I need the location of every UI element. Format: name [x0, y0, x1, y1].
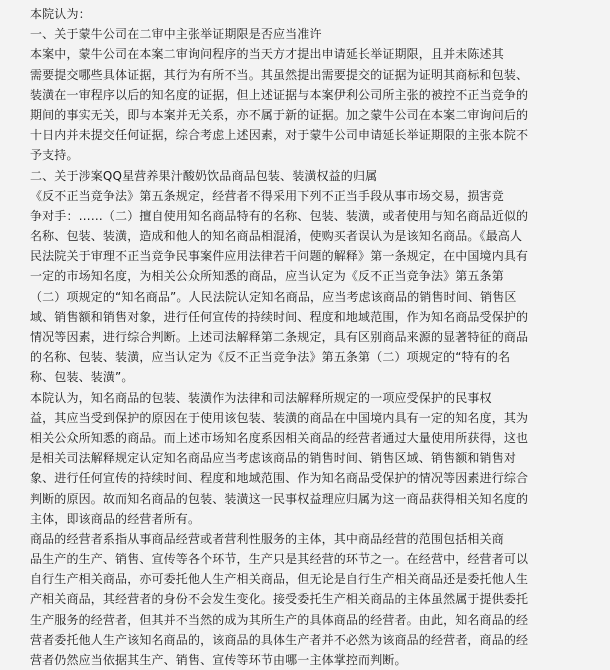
text-line: 域、销售额和销售对象，进行任何宣传的持续时间、程度和地域范围，作为知名商品受保护的 — [30, 309, 529, 324]
text-line: 品生产的生产、销售、宣传等各个环节，生产只是其经营的环节之一。在经营中，经营者可以 — [30, 552, 529, 567]
section-heading: 二、关于涉案QQ星营养果汁酸奶饮品商品包装、装潢权益的归属 — [30, 168, 378, 183]
text-line: 情况等因素，进行综合判断。上述司法解释第二条规定，具有区别商品来源的显著特征的商品 — [30, 330, 529, 344]
text-line: 一定的市场知名度，为相关公众所知悉的商品，应当认定为《反不正当竞争法》第五条第 — [30, 269, 504, 284]
section-heading: 一、关于蒙牛公司在二审中主张举证期限是否应当准许 — [30, 27, 322, 42]
text-line: 益，其应当受到保护的原因在于使用该包装、装潢的商品在中国境内具有一定的知名度，其为 — [30, 410, 529, 425]
text-line: 商品的经营者系指从事商品经营或者营利性服务的主体，其中商品经营的范围包括相关商 — [30, 531, 504, 546]
text-line: 予支持。 — [30, 148, 79, 163]
text-line: 相关公众所知悉的商品。而上述市场知名度系因相关商品的经营者通过大量使用所获得，这也 — [30, 430, 529, 445]
text-line: 《反不正当竞争法》第五条规定，经营者不得采用下列不正当手段从事市场交易，损害竞 — [30, 188, 504, 203]
text-line: 产相关商品，其经营者的身份不会发生变化。接受委托生产相关商品的主体虽然属于提供委托 — [30, 592, 529, 607]
text-line: 本案中，蒙牛公司在本案二审询问程序的当天方才提出申请延长举证期限，且并未陈述其 — [30, 47, 504, 62]
text-line: 名称、包装、装潢，造成和他人的知名商品相混淆，使购买者误认为是该知名商品。《最高人 — [30, 229, 523, 244]
text-line: 生产服务的经营者，但其并不当然的成为其所生产的具体商品的经营者。由此，知名商品的经 — [30, 612, 529, 627]
text-line: 期间的事实无关，即与本案并无关系，亦不属于新的证据。加之蒙牛公司在本案二审询问后的 — [30, 107, 529, 122]
text-line: 是相关司法解释规定认定知名商品应当考虑该商品的销售时间、销售区域、销售额和销售对 — [30, 451, 517, 466]
text-line: 判断的原因。故而知名商品的包装、装潢这一民事权益理应归属为这一商品获得相关知名度的 — [30, 491, 529, 506]
text-line: 需要提交哪些具体证据，其行为有所不当。其虽然提出需要提交的证据为证明其商标和包装、 — [30, 67, 529, 82]
text-line: 十日内并未提交任何证据，综合考虑上述因素，对于蒙牛公司申请延长举证期限的主张本院不 — [30, 128, 529, 143]
text-line: 营者委托他人生产该知名商品的，该商品的具体生产者并不必然为该商品的经营者，商品的经 — [30, 632, 529, 647]
text-line: 主体，即该商品的经营者所有。 — [30, 511, 201, 526]
text-line: 称、包装、装潢”。 — [30, 370, 134, 385]
text-line: 的名称、包装、装潢，应当认定为《反不正当竞争法》第五条第（二）项规定的“特有的名 — [30, 350, 511, 365]
text-line: 本院认为： — [30, 7, 91, 21]
text-line: 装潢在一审程序以后的知名度的证据，但上述证据与本案伊利公司所主张的被控不正当竞争的 — [30, 87, 529, 102]
text-line: 民法院关于审理不正当竞争民事案件应用法律若干问题的解释》第一条规定，在中国境内具有 — [30, 249, 529, 264]
text-line: （二）项规定的“知名商品”。人民法院认定知名商品，应当考虑该商品的销售时间、销售区 — [30, 289, 517, 304]
text-line: 本院认为，知名商品的包装、装潢作为法律和司法解释所规定的一项应受保护的民事权 — [30, 390, 492, 405]
text-line: 争对手：……（二）擅自使用知名商品特有的名称、包装、装潢，或者使用与知名商品近似的 — [30, 208, 529, 223]
text-line: 象、进行任何宣传的持续时间、程度和地域范围、作为知名商品受保护的情况等因素进行综合 — [30, 471, 529, 486]
text-line: 营者仍然应当依据其生产、销售、宣传等环节由哪一主体掌控而判断。 — [30, 653, 407, 667]
text-line: 自行生产相关商品，亦可委托他人生产相关商品，但无论是自行生产相关商品还是委托他人生 — [30, 572, 529, 587]
